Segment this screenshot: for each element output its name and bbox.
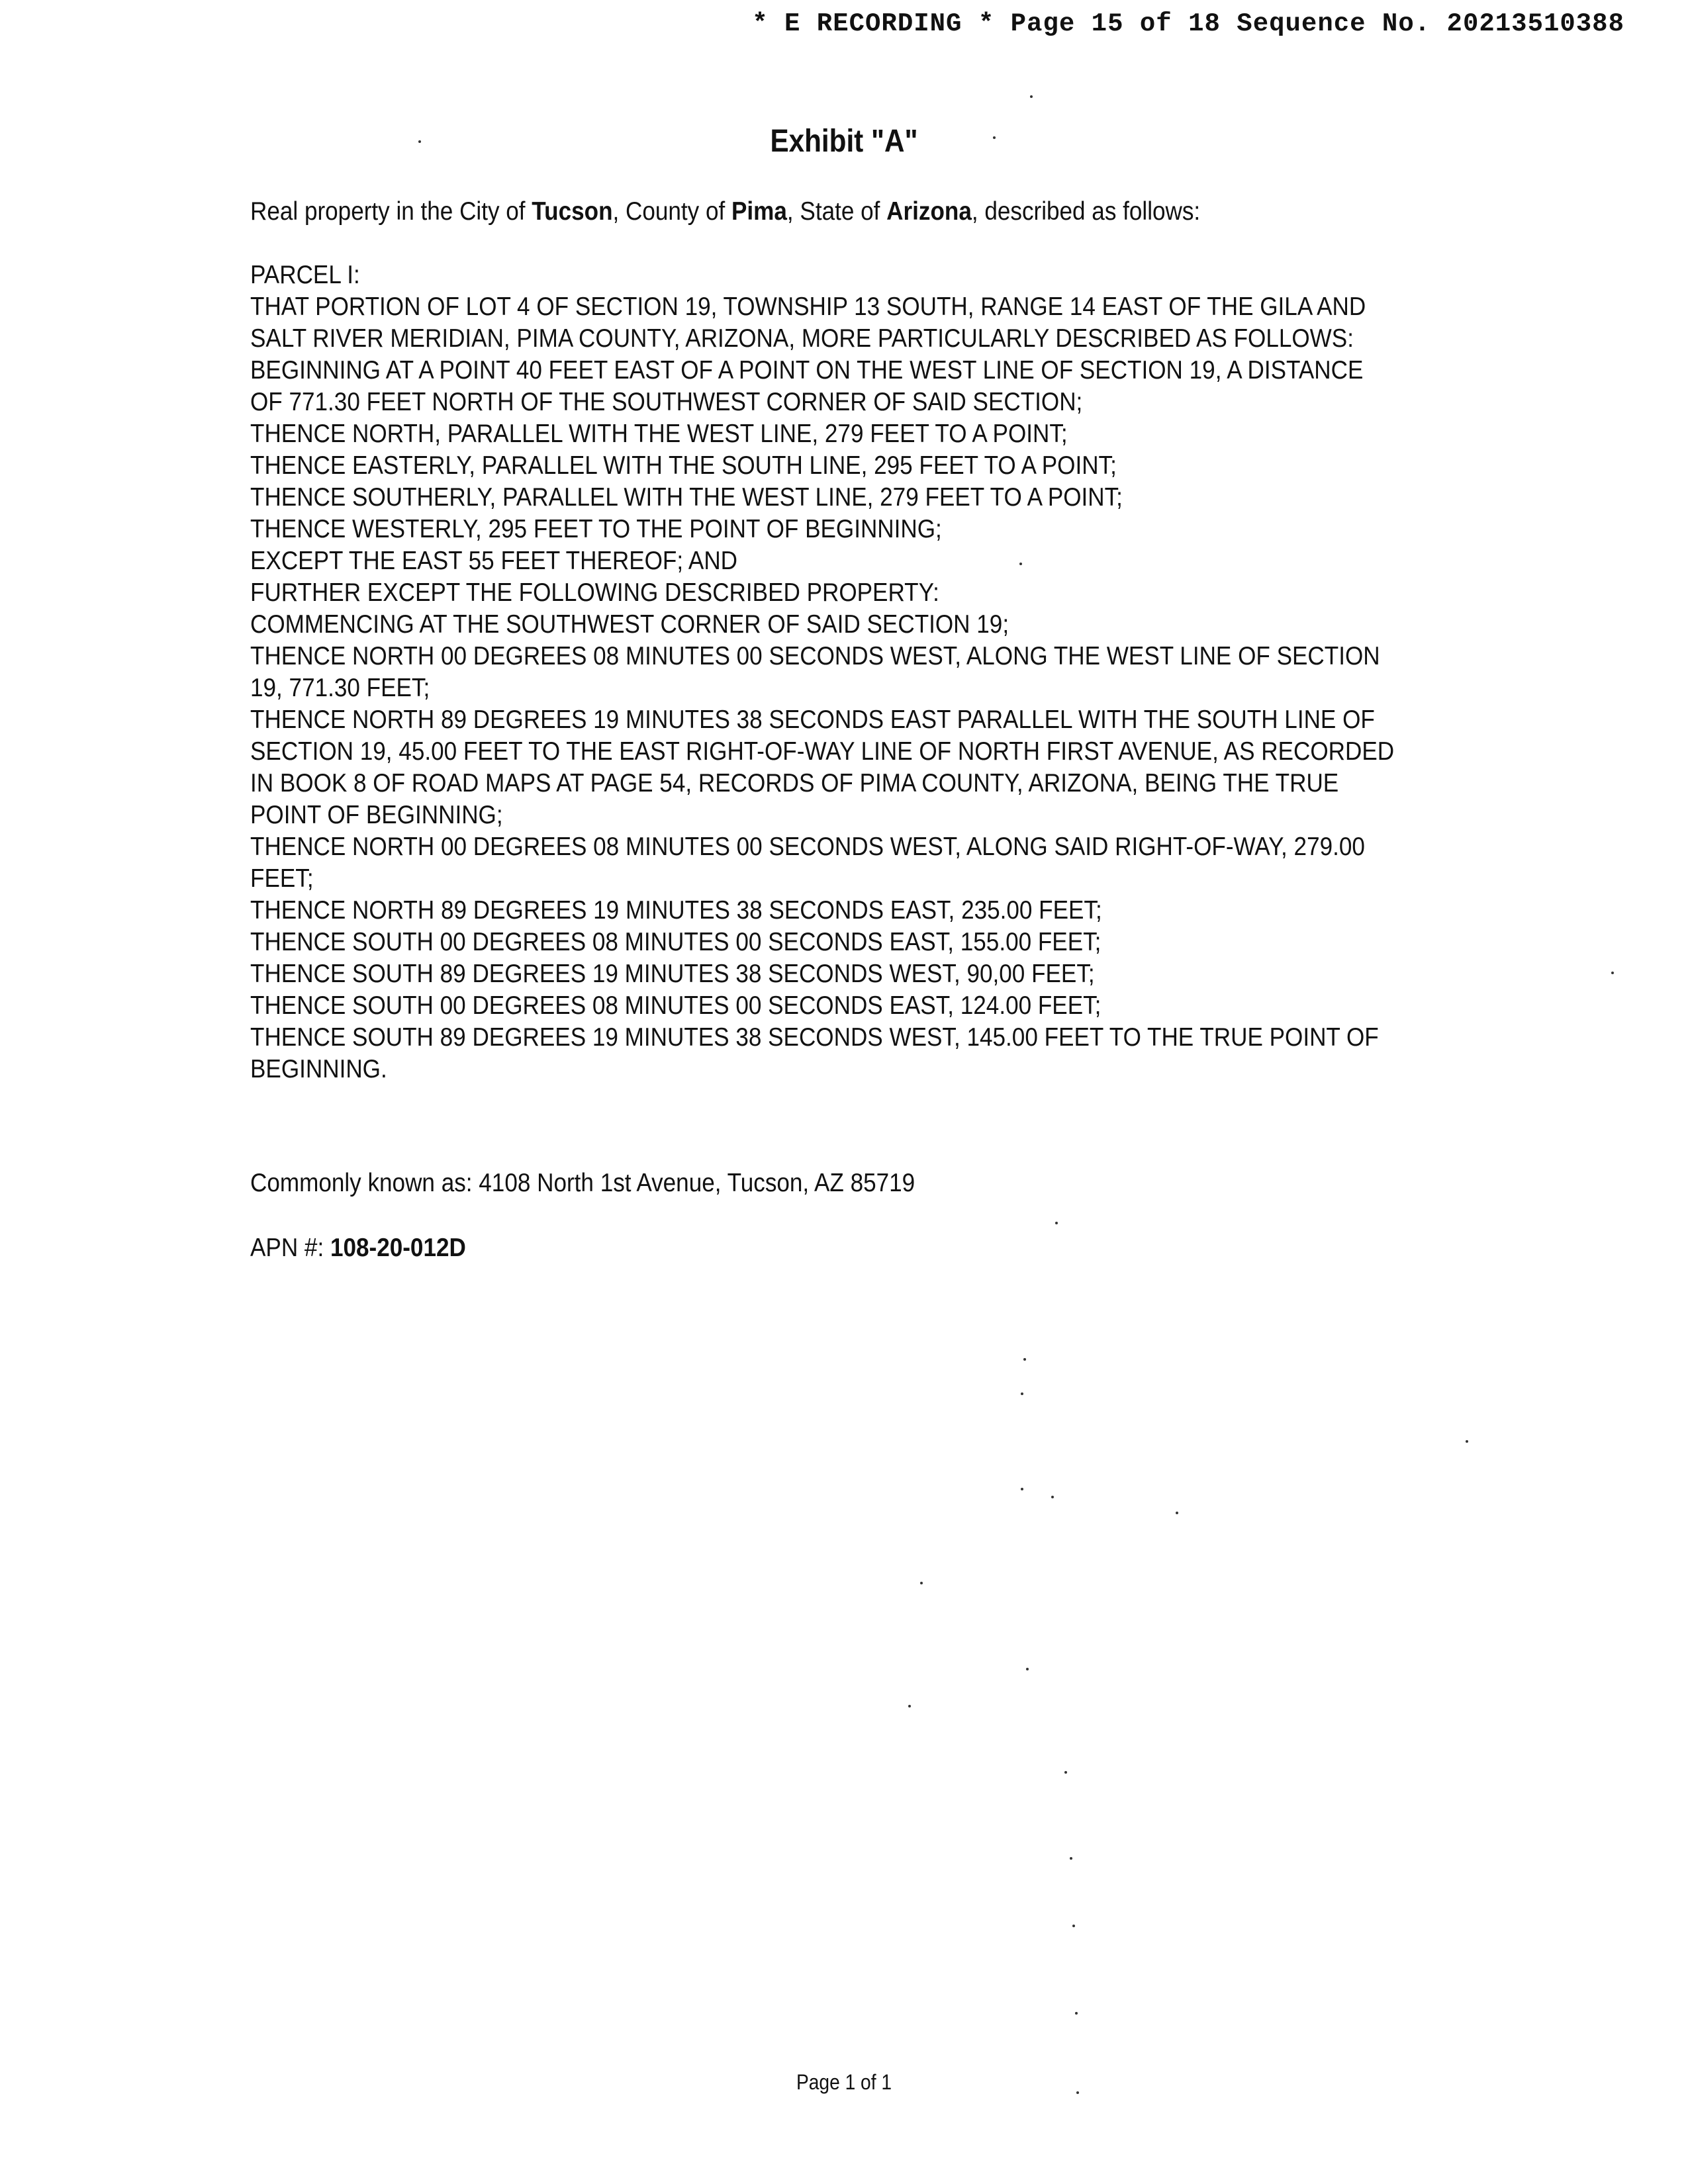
legal-line: THAT PORTION OF LOT 4 OF SECTION 19, TOWNSHIP 13 SOUTH, RANGE 14 EAST OF THE GILA AND: [250, 293, 1366, 321]
apn-value: 108-20-012D: [330, 1234, 466, 1262]
common-address-value: 4108 North 1st Avenue, Tucson, AZ 85719: [479, 1169, 915, 1197]
intro-county: Pima: [731, 197, 787, 226]
legal-line: THENCE SOUTH 00 DEGREES 08 MINUTES 00 SECONDS EAST, 124.00 FEET;: [250, 991, 1102, 1020]
apn-label: APN #:: [250, 1234, 330, 1262]
legal-line: BEGINNING.: [250, 1055, 387, 1083]
parcel-label: PARCEL I:: [250, 261, 360, 289]
scan-speck: [1051, 1496, 1054, 1498]
legal-line: THENCE EASTERLY, PARALLEL WITH THE SOUTH LINE, 295 FEET TO A POINT;: [250, 451, 1117, 480]
scan-speck: [1026, 1668, 1029, 1670]
recording-stamp-header: * E RECORDING * Page 15 of 18 Sequence No. 20213510388: [752, 9, 1624, 38]
legal-line: BEGINNING AT A POINT 40 FEET EAST OF A POINT ON THE WEST LINE OF SECTION 19, A DISTANCE: [250, 356, 1364, 385]
scan-speck: [920, 1582, 923, 1584]
intro-prefix: Real property in the City of: [250, 197, 532, 226]
legal-line: OF 771.30 FEET NORTH OF THE SOUTHWEST CORNER OF SAID SECTION;: [250, 388, 1083, 416]
legal-line: THENCE SOUTHERLY, PARALLEL WITH THE WEST LINE, 279 FEET TO A POINT;: [250, 483, 1123, 512]
legal-line: COMMENCING AT THE SOUTHWEST CORNER OF SAID SECTION 19;: [250, 610, 1009, 639]
legal-line: THENCE NORTH 00 DEGREES 08 MINUTES 00 SECONDS WEST, ALONG SAID RIGHT-OF-WAY, 279.00: [250, 833, 1365, 861]
legal-line: SALT RIVER MERIDIAN, PIMA COUNTY, ARIZONA, MORE PARTICULARLY DESCRIBED AS FOLLOWS:: [250, 324, 1354, 353]
legal-line: POINT OF BEGINNING;: [250, 801, 503, 829]
legal-line: THENCE NORTH 00 DEGREES 08 MINUTES 00 SECONDS WEST, ALONG THE WEST LINE OF SECTION: [250, 642, 1380, 670]
intro-suffix: , described as follows:: [971, 197, 1201, 226]
scan-speck: [1030, 95, 1033, 98]
legal-line: THENCE WESTERLY, 295 FEET TO THE POINT OF BEGINNING;: [250, 515, 942, 543]
scan-speck: [993, 136, 996, 139]
legal-line: THENCE NORTH 89 DEGREES 19 MINUTES 38 SECONDS EAST PARALLEL WITH THE SOUTH LINE OF: [250, 705, 1375, 734]
common-address-label: Commonly known as:: [250, 1169, 479, 1197]
legal-line: FURTHER EXCEPT THE FOLLOWING DESCRIBED PROPERTY:: [250, 578, 939, 607]
legal-line: THENCE SOUTH 89 DEGREES 19 MINUTES 38 SECONDS WEST, 90,00 FEET;: [250, 960, 1095, 988]
legal-line: THENCE SOUTH 00 DEGREES 08 MINUTES 00 SECONDS EAST, 155.00 FEET;: [250, 928, 1102, 956]
intro-county-prefix: , County of: [612, 197, 732, 226]
legal-line: IN BOOK 8 OF ROAD MAPS AT PAGE 54, RECORDS OF PIMA COUNTY, ARIZONA, BEING THE TRUE: [250, 769, 1339, 797]
scan-speck: [1611, 972, 1614, 974]
apn-line: [250, 1232, 1406, 1264]
common-address: [250, 1167, 1406, 1199]
scan-speck: [1072, 1925, 1075, 1927]
legal-line: THENCE NORTH 89 DEGREES 19 MINUTES 38 SECONDS EAST, 235.00 FEET;: [250, 896, 1102, 925]
intro-city: Tucson: [532, 197, 613, 226]
scan-speck: [1021, 1392, 1023, 1395]
intro-state: Arizona: [886, 197, 972, 226]
scan-speck: [1019, 563, 1022, 565]
scan-speck: [1055, 1222, 1058, 1224]
legal-line: SECTION 19, 45.00 FEET TO THE EAST RIGHT-OF-WAY LINE OF NORTH FIRST AVENUE, AS RECORDED: [250, 737, 1395, 766]
scan-speck: [1466, 1440, 1468, 1443]
legal-line: 19, 771.30 FEET;: [250, 674, 430, 702]
scan-speck: [1023, 1358, 1026, 1361]
scan-speck: [908, 1705, 911, 1707]
scan-speck: [418, 140, 421, 143]
scan-speck: [1075, 2012, 1078, 2015]
scan-speck: [1076, 2091, 1079, 2094]
legal-description: [250, 259, 1406, 1085]
scan-speck: [1176, 1512, 1178, 1514]
intro-sentence: [250, 196, 1406, 228]
legal-line: THENCE NORTH, PARALLEL WITH THE WEST LINE, 279 FEET TO A POINT;: [250, 420, 1068, 448]
page-footer: Page 1 of 1: [796, 2070, 892, 2094]
scan-speck: [1064, 1771, 1067, 1774]
legal-line: FEET;: [250, 864, 314, 893]
scan-speck: [1021, 1488, 1023, 1490]
intro-state-prefix: , State of: [786, 197, 887, 226]
document-body: [250, 196, 1406, 1264]
legal-line: EXCEPT THE EAST 55 FEET THEREOF; AND: [250, 547, 738, 575]
legal-line: THENCE SOUTH 89 DEGREES 19 MINUTES 38 SECONDS WEST, 145.00 FEET TO THE TRUE POINT OF: [250, 1023, 1379, 1052]
scan-speck: [1070, 1857, 1072, 1860]
exhibit-title: Exhibit "A": [770, 124, 918, 159]
